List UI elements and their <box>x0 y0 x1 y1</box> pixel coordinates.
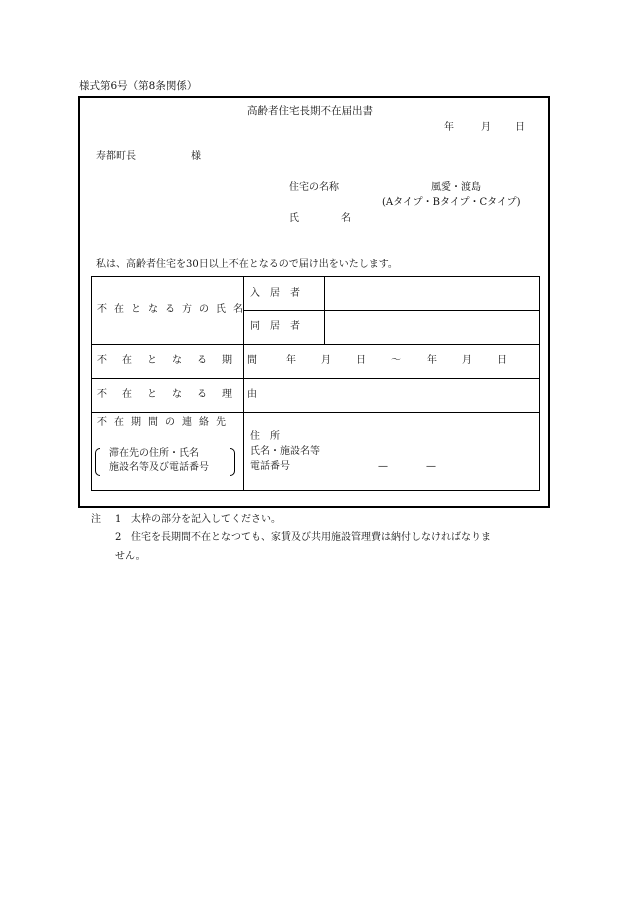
housing-types: (Aタイプ・Bタイプ・Cタイプ) <box>382 197 521 208</box>
period-month-1: 月 <box>321 355 331 366</box>
date-month: 月 <box>481 122 491 133</box>
phone-dash-1: — <box>378 461 388 472</box>
reason-label: 不在となる理由 <box>97 389 272 400</box>
resident-label: 入 居 者 <box>250 288 300 299</box>
period-month-2: 月 <box>462 355 472 366</box>
date-day: 日 <box>515 122 525 133</box>
form-number: 様式第6号（第8条関係） <box>79 80 198 92</box>
cohabitant-name-field[interactable] <box>325 311 539 344</box>
period-year-1: 年 <box>286 355 296 366</box>
housing-name-label: 住宅の名称 <box>289 182 339 193</box>
addressee-honorific: 様 <box>191 151 201 162</box>
contact-note-line-2: 施設名等及び電話番号 <box>109 462 209 473</box>
period-label: 不在となる期間 <box>97 355 272 366</box>
table-right-border <box>539 276 540 491</box>
contact-address-label: 住 所 <box>250 431 280 442</box>
table-left-border <box>91 276 92 491</box>
contact-label: 不在期間の連絡先 <box>97 417 233 428</box>
contact-note-line-1: 滞在先の住所・氏名 <box>109 448 199 459</box>
contact-name-label: 氏名・施設名等 <box>250 446 320 457</box>
phone-dash-2: — <box>426 461 436 472</box>
statement: 私は、高齢者住宅を30日以上不在となるので届け出をいたします。 <box>96 259 398 270</box>
note-1-text: 太枠の部分を記入してください。 <box>131 514 281 525</box>
period-tilde: 〜 <box>391 355 401 366</box>
addressee-name: 寿都町長 <box>96 151 136 162</box>
table-bottom-border <box>91 490 540 491</box>
note-1-number: 1 <box>115 514 122 525</box>
resident-name-field[interactable] <box>325 277 539 310</box>
applicant-name-label-2: 名 <box>341 213 351 224</box>
contact-phone-label: 電話番号 <box>250 461 290 472</box>
bracket-right <box>230 448 235 476</box>
date-year: 年 <box>444 122 454 133</box>
bracket-left <box>95 448 100 476</box>
period-day-2: 日 <box>497 355 507 366</box>
note-2-text-line-1: 住宅を長期間不在となつても、家賃及び共用施設管理費は納付しなければなりま <box>131 532 491 543</box>
notes-prefix: 注 <box>91 514 101 525</box>
housing-name-value: 風愛・渡島 <box>431 182 481 193</box>
period-day-1: 日 <box>356 355 366 366</box>
absent-person-label: 不在となる方の氏名 <box>97 304 250 315</box>
note-2-text-line-2: せん。 <box>115 551 146 562</box>
form-title: 高齢者住宅長期不在届出書 <box>247 105 373 117</box>
period-year-2: 年 <box>427 355 437 366</box>
note-2-number: 2 <box>115 532 122 543</box>
cohabitant-label: 同 居 者 <box>250 321 300 332</box>
reason-field[interactable] <box>244 379 539 412</box>
applicant-name-label: 氏 <box>289 213 299 224</box>
